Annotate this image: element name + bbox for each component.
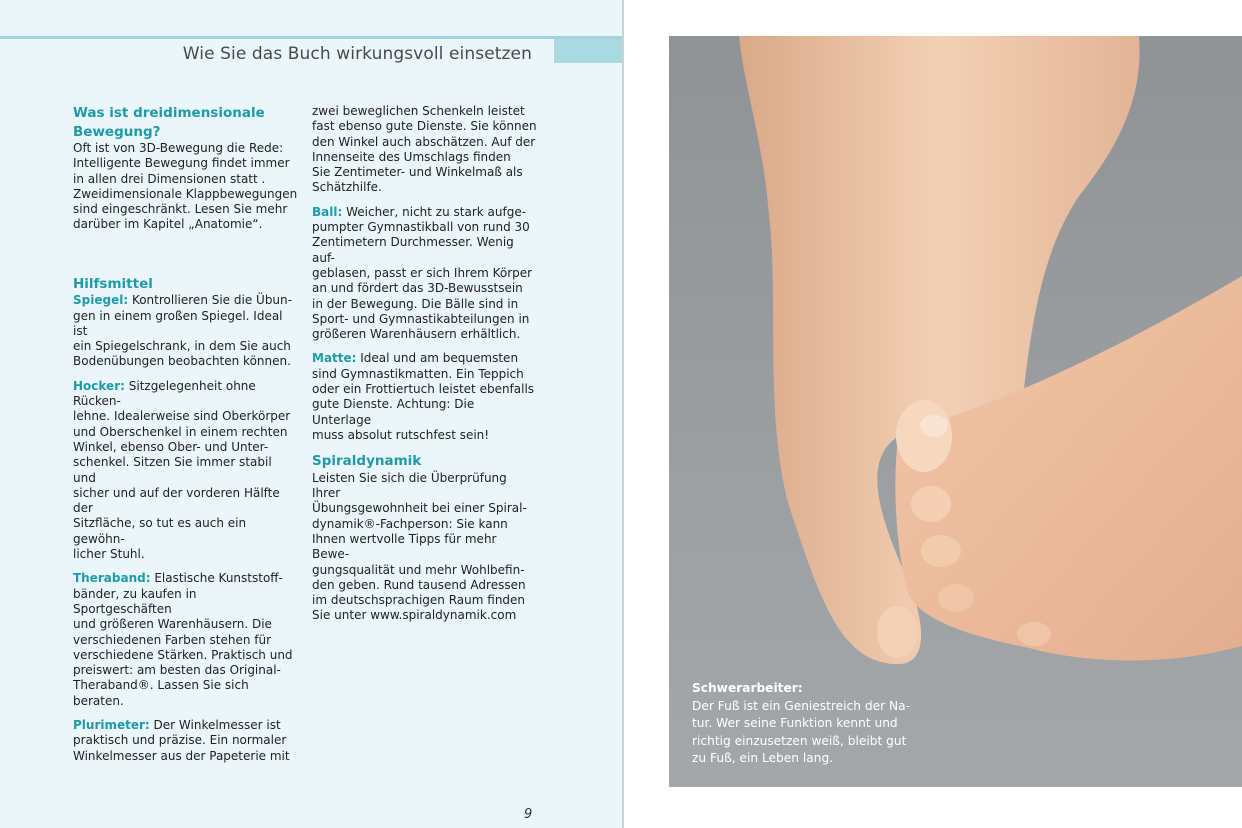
term-matte: Matte: [312, 351, 357, 366]
paragraph-hocker: Hocker: Sitzgelegenheit ohne Rücken- lehne. Idealerweise sind Oberkörper und Oberschenkel in einem rechten Winkel, ebenso Ober- und Unter- schenkel. Sitzen Sie immer stabil und sicher und auf der vorderen Hälfte der Sitzfläche, so tut es auch ein gewöhn- licher Stuhl. [73, 378, 291, 562]
term-ball: Ball: [312, 204, 343, 219]
text-column-2 [312, 104, 537, 633]
term-theraband: Theraband: [73, 571, 151, 586]
page-number: 9 [524, 807, 533, 822]
section-heading-spiraldynamik: Spiraldynamik [312, 453, 422, 470]
paragraph-plurimeter: Plurimeter: Der Winkelmesser ist praktisch und präzise. Ein normaler Winkelmesser aus der Papeterie mit [73, 718, 290, 763]
toe [921, 535, 961, 567]
paragraph-ball: Ball: Weicher, nicht zu stark aufge- pumpter Gymnastikball von rund 30 Zentimetern Durchmesser. Wenig auf- geblasen, passt er sich Ihrem Körper an und fördert das 3D-Bewusstsein in der Bewegung. Die Bälle sind in Sport- und Gymnastikabteilungen in größeren Warenhäusern erhältlich. [312, 204, 533, 342]
toe [1017, 622, 1051, 646]
foot-photo [669, 36, 1242, 787]
text-column-1 [73, 104, 298, 773]
paragraph-matte: Matte: Ideal und am bequemsten sind Gymnastikmatten. Ein Teppich oder ein Frottiertuch leistet ebenfalls gute Dienste. Achtung: Die Unterlage muss absolut rutschfest sein! [312, 351, 535, 442]
raised-foot-toe [877, 606, 917, 658]
section-heading-3d: Was ist dreidimensionale Bewegung? [73, 105, 265, 140]
header-rule [0, 36, 622, 39]
running-header: Wie Sie das Buch wirkungsvoll einsetzen [182, 44, 532, 64]
term-plurimeter: Plurimeter: [73, 718, 150, 732]
paragraph-theraband: Theraband: Elastische Kunststoff- bänder, zu kaufen in Sportgeschäften und größeren Warenhäusern. Die verschiedenen Farben stehen für verschiedene Stärken. Praktisch und preiswert: am besten das Original- Theraband®. Lassen Sie sich beraten. [73, 571, 293, 708]
term-spiegel: Spiegel: [73, 293, 129, 308]
photo-caption: Schwerarbeiter: Der Fuß ist ein Geniestreich der Na- tur. Wer seine Funktion kennt und richtig einzusetzen weiß, bleibt gut zu Fuß, ein Leben lang. [692, 680, 917, 768]
header-tab-block [554, 39, 622, 63]
term-hocker: Hocker: [73, 378, 125, 393]
paragraph-plurimeter-cont: zwei beweglichen Schenkeln leistet fast ebenso gute Dienste. Sie können den Winkel auch abschätzen. Auf der Innenseite des Umschlags finden Sie Zentimeter- und Winkelmaß als Schätzhilfe. [312, 104, 537, 195]
big-toe [896, 400, 952, 472]
section-heading-hilfsmittel: Hilfsmittel [73, 275, 153, 292]
toe [911, 486, 951, 522]
paragraph-3d: Oft ist von 3D-Bewegung die Rede: Intelligente Bewegung findet immer in allen drei Dimensionen statt . Zweidimensionale Klappbewegungen sind eingeschränkt. Lesen Sie mehr darüber im Kapitel „Anatomie“. [73, 141, 298, 232]
caption-title: Schwerarbeiter: [692, 681, 803, 695]
foot-illustration [669, 36, 1242, 787]
paragraph-spiraldynamik: Leisten Sie sich die Überprüfung Ihrer Übungsgewohnheit bei einer Spiral- dynamik®-Fachperson: Sie kann Ihnen wertvolle Tipps für mehr Bewe- gungsqualität und mehr Wohlbefin- den geben. Rund tausend Adressen im deutschsprachigen Raum finden Sie unter www.spiraldynamik.com [312, 470, 527, 623]
paragraph-spiegel: Spiegel: Kontrollieren Sie die Übun- gen in einem großen Spiegel. Ideal ist ein Spiegelschrank, in dem Sie auch Bodenübungen beobachten können. [73, 293, 292, 369]
toe [938, 584, 974, 612]
